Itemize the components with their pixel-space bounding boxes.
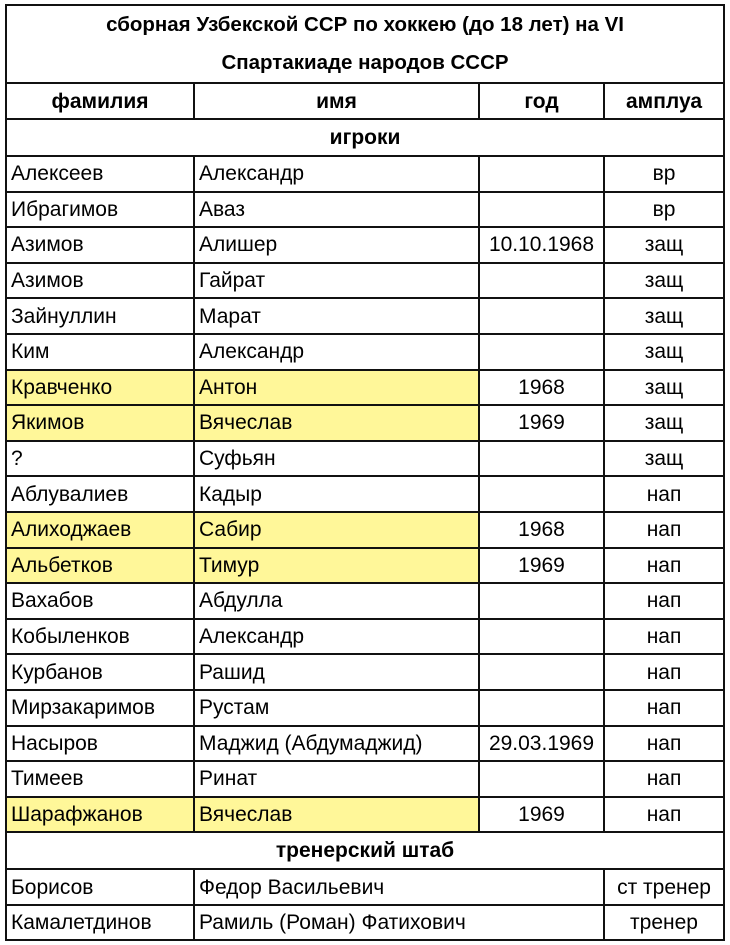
player-year-cell[interactable]: 1968 bbox=[479, 512, 604, 548]
player-surname-cell[interactable]: Шарафжанов bbox=[6, 797, 194, 833]
title-row-2 bbox=[6, 44, 724, 83]
staff-surname-cell[interactable]: Борисов bbox=[6, 869, 194, 905]
player-role-cell[interactable]: защ bbox=[604, 405, 724, 441]
staff-name-cell[interactable]: Рамиль (Роман) Фатихович bbox=[194, 905, 604, 941]
player-role-cell[interactable]: нап bbox=[604, 512, 724, 548]
player-year-cell[interactable]: 1969 bbox=[479, 405, 604, 441]
player-row bbox=[6, 370, 724, 406]
table-title-line-1[interactable]: сборная Узбекской ССР по хоккею (до 18 лет) на VI bbox=[6, 5, 724, 44]
staff-role-cell[interactable]: тренер bbox=[604, 905, 724, 941]
header-surname[interactable]: фамилия bbox=[6, 83, 194, 119]
player-row bbox=[6, 690, 724, 726]
player-row bbox=[6, 334, 724, 370]
player-year-cell[interactable] bbox=[479, 690, 604, 726]
player-year-cell[interactable] bbox=[479, 263, 604, 299]
player-surname-cell[interactable]: Тимеев bbox=[6, 761, 194, 797]
header-row bbox=[6, 83, 724, 119]
player-role-cell[interactable]: нап bbox=[604, 619, 724, 655]
player-surname-cell[interactable]: Алиходжаев bbox=[6, 512, 194, 548]
player-name-cell[interactable]: Марат bbox=[194, 298, 479, 334]
player-surname-cell[interactable]: Вахабов bbox=[6, 583, 194, 619]
player-year-cell[interactable] bbox=[479, 654, 604, 690]
player-row bbox=[6, 726, 724, 762]
header-name[interactable]: имя bbox=[194, 83, 479, 119]
player-surname-cell[interactable]: Азимов bbox=[6, 263, 194, 299]
player-year-cell[interactable] bbox=[479, 441, 604, 477]
player-name-cell[interactable]: Александр bbox=[194, 334, 479, 370]
player-surname-cell[interactable]: Азимов bbox=[6, 227, 194, 263]
player-role-cell[interactable]: нап bbox=[604, 726, 724, 762]
section-row-players bbox=[6, 119, 724, 156]
player-name-cell[interactable]: Аваз bbox=[194, 192, 479, 228]
player-year-cell[interactable] bbox=[479, 761, 604, 797]
player-year-cell[interactable] bbox=[479, 476, 604, 512]
roster-table bbox=[5, 4, 725, 941]
player-row bbox=[6, 797, 724, 833]
section-row-staff bbox=[6, 832, 724, 869]
section-players-label[interactable]: игроки bbox=[6, 119, 724, 156]
player-role-cell[interactable]: нап bbox=[604, 583, 724, 619]
player-name-cell[interactable]: Алишер bbox=[194, 227, 479, 263]
title-row-1 bbox=[6, 5, 724, 44]
player-year-cell[interactable]: 10.10.1968 bbox=[479, 227, 604, 263]
player-role-cell[interactable]: нап bbox=[604, 548, 724, 584]
player-year-cell[interactable] bbox=[479, 334, 604, 370]
player-role-cell[interactable]: защ bbox=[604, 227, 724, 263]
player-name-cell[interactable]: Вячеслав bbox=[194, 405, 479, 441]
player-row bbox=[6, 298, 724, 334]
spreadsheet bbox=[5, 4, 725, 941]
player-row bbox=[6, 405, 724, 441]
player-year-cell[interactable] bbox=[479, 619, 604, 655]
player-name-cell[interactable]: Ринат bbox=[194, 761, 479, 797]
player-name-cell[interactable]: Рашид bbox=[194, 654, 479, 690]
player-year-cell[interactable] bbox=[479, 583, 604, 619]
player-surname-cell[interactable]: Мирзакаримов bbox=[6, 690, 194, 726]
player-surname-cell[interactable]: Курбанов bbox=[6, 654, 194, 690]
player-row bbox=[6, 263, 724, 299]
player-role-cell[interactable]: защ bbox=[604, 298, 724, 334]
player-name-cell[interactable]: Александр bbox=[194, 619, 479, 655]
player-surname-cell[interactable]: Ибрагимов bbox=[6, 192, 194, 228]
player-name-cell[interactable]: Абдулла bbox=[194, 583, 479, 619]
player-role-cell[interactable]: защ bbox=[604, 334, 724, 370]
player-name-cell[interactable]: Суфьян bbox=[194, 441, 479, 477]
player-role-cell[interactable]: вр bbox=[604, 192, 724, 228]
player-row bbox=[6, 156, 724, 192]
player-surname-cell[interactable]: ? bbox=[6, 441, 194, 477]
header-role[interactable]: амплуа bbox=[604, 83, 724, 119]
player-year-cell[interactable]: 29.03.1969 bbox=[479, 726, 604, 762]
player-role-cell[interactable]: защ bbox=[604, 441, 724, 477]
player-role-cell[interactable]: защ bbox=[604, 263, 724, 299]
player-role-cell[interactable]: нап bbox=[604, 476, 724, 512]
player-role-cell[interactable]: нап bbox=[604, 690, 724, 726]
player-name-cell[interactable]: Александр bbox=[194, 156, 479, 192]
header-year[interactable]: год bbox=[479, 83, 604, 119]
player-role-cell[interactable]: нап bbox=[604, 654, 724, 690]
staff-row bbox=[6, 869, 724, 905]
player-role-cell[interactable]: вр bbox=[604, 156, 724, 192]
player-surname-cell[interactable]: Кобыленков bbox=[6, 619, 194, 655]
section-staff-label[interactable]: тренерский штаб bbox=[6, 832, 724, 869]
player-row bbox=[6, 476, 724, 512]
player-name-cell[interactable]: Гайрат bbox=[194, 263, 479, 299]
player-row bbox=[6, 548, 724, 584]
player-row bbox=[6, 441, 724, 477]
table-title-line-2[interactable]: Спартакиаде народов СССР bbox=[6, 44, 724, 83]
player-name-cell[interactable]: Маджид (Абдумаджид) bbox=[194, 726, 479, 762]
player-row bbox=[6, 192, 724, 228]
player-row bbox=[6, 761, 724, 797]
player-role-cell[interactable]: защ bbox=[604, 370, 724, 406]
player-role-cell[interactable]: нап bbox=[604, 761, 724, 797]
player-row bbox=[6, 583, 724, 619]
player-surname-cell[interactable]: Насыров bbox=[6, 726, 194, 762]
player-year-cell[interactable] bbox=[479, 298, 604, 334]
player-surname-cell[interactable]: Зайнуллин bbox=[6, 298, 194, 334]
player-year-cell[interactable] bbox=[479, 192, 604, 228]
staff-name-cell[interactable]: Федор Васильевич bbox=[194, 869, 604, 905]
player-row bbox=[6, 512, 724, 548]
player-name-cell[interactable]: Тимур bbox=[194, 548, 479, 584]
player-surname-cell[interactable]: Альбетков bbox=[6, 548, 194, 584]
player-year-cell[interactable] bbox=[479, 156, 604, 192]
player-name-cell[interactable]: Сабир bbox=[194, 512, 479, 548]
player-row bbox=[6, 654, 724, 690]
player-year-cell[interactable]: 1968 bbox=[479, 370, 604, 406]
player-year-cell[interactable]: 1969 bbox=[479, 548, 604, 584]
staff-row bbox=[6, 905, 724, 941]
player-surname-cell[interactable]: Аблувалиев bbox=[6, 476, 194, 512]
player-surname-cell[interactable]: Алексеев bbox=[6, 156, 194, 192]
player-name-cell[interactable]: Вячеслав bbox=[194, 797, 479, 833]
player-name-cell[interactable]: Рустам bbox=[194, 690, 479, 726]
player-role-cell[interactable]: нап bbox=[604, 797, 724, 833]
player-name-cell[interactable]: Антон bbox=[194, 370, 479, 406]
staff-role-cell[interactable]: ст тренер bbox=[604, 869, 724, 905]
player-year-cell[interactable]: 1969 bbox=[479, 797, 604, 833]
player-surname-cell[interactable]: Кравченко bbox=[6, 370, 194, 406]
player-row bbox=[6, 619, 724, 655]
player-surname-cell[interactable]: Ким bbox=[6, 334, 194, 370]
player-surname-cell[interactable]: Якимов bbox=[6, 405, 194, 441]
player-name-cell[interactable]: Кадыр bbox=[194, 476, 479, 512]
staff-surname-cell[interactable]: Камалетдинов bbox=[6, 905, 194, 941]
player-row bbox=[6, 227, 724, 263]
